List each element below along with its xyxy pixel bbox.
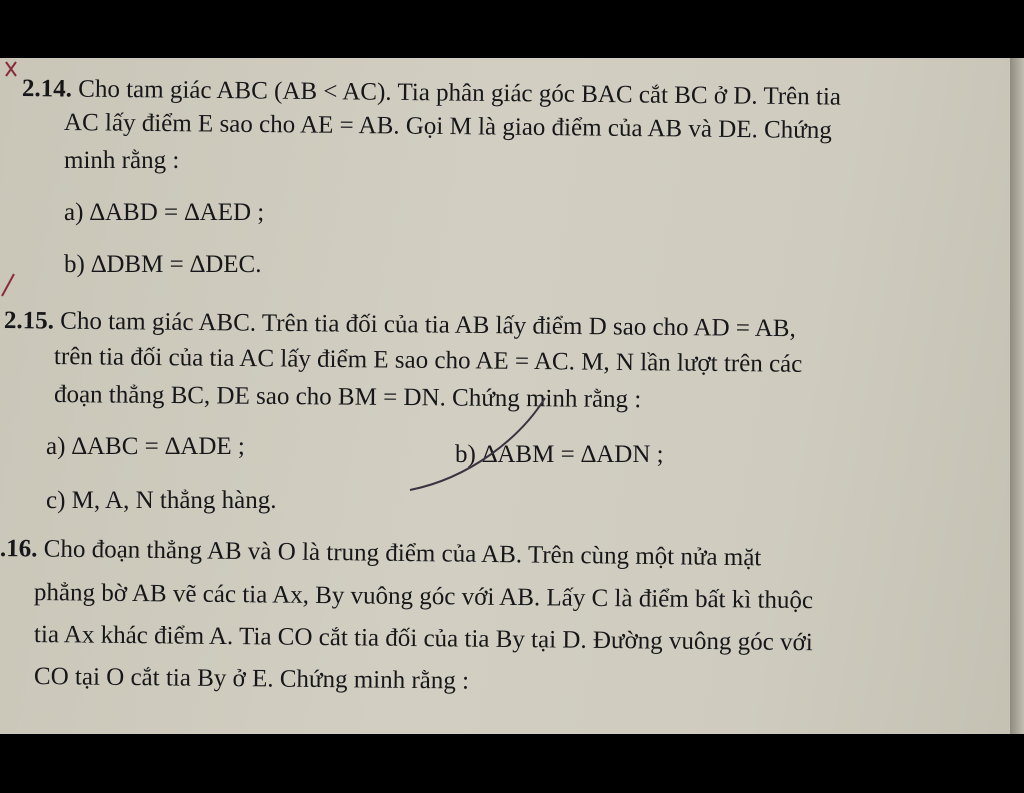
problem-2-15-line-1 (4, 306, 796, 344)
problem-2-16-line-3: tia Ax khác điểm A. Tia CO cắt tia đối của tia By tại D. Đường vuông góc với (33, 621, 813, 657)
problem-2-15-part-c: c) M, A, N thẳng hàng. (46, 487, 277, 514)
problem-text: Cho tam giác ABC (AB < AC). Tia phân giác góc BAC cắt BC ở D. Trên tia (78, 75, 842, 111)
problem-number: 2.15. (3, 307, 55, 335)
problem-2-14-line-1 (22, 74, 841, 113)
problem-2-16-line-4: CO tại O cắt tia By ở E. Chứng minh rằng : (33, 663, 470, 695)
problem-2-15-line-3: đoạn thẳng BC, DE sao cho BM = DN. Chứng minh rằng : (53, 381, 642, 414)
book-spine (1010, 58, 1024, 734)
problem-text: Cho tam giác ABC. Trên tia đối của tia AB lấy điểm D sao cho AD = AB, (60, 307, 796, 343)
problem-2-16-line-1 (0, 534, 762, 573)
problem-2-14-part-a: a) ∆ABD = ∆AED ; (64, 199, 265, 226)
check-mark-icon (6, 62, 16, 76)
problem-2-16-line-2: phẳng bờ AB vẽ các tia Ax, By vuông góc với AB. Lấy C là điểm bất kì thuộc (33, 579, 814, 615)
problem-2-15-line-2: trên tia đối của tia AC lấy điểm E sao cho AE = AC. M, N lần lượt trên các (53, 343, 803, 378)
problem-number: 2.14. (21, 75, 73, 103)
problem-2-15-part-b: b) ∆ABM = ∆ADN ; (455, 441, 664, 468)
problem-2-14-line-3: minh rằng : (64, 147, 180, 174)
problem-2-15-part-a: a) ∆ABC = ∆ADE ; (46, 433, 245, 460)
problem-2-14-line-2: AC lấy điểm E sao cho AE = AB. Gọi M là giao điểm của AB và DE. Chứng (63, 109, 832, 145)
problem-text: Cho đoạn thẳng AB và O là trung điểm của AB. Trên cùng một nửa mặt (43, 535, 762, 572)
problem-2-14-part-b: b) ∆DBM = ∆DEC. (64, 251, 262, 278)
problem-number: .16. (0, 535, 38, 563)
pen-stroke-icon (2, 274, 14, 296)
textbook-page-photo (0, 58, 1024, 734)
